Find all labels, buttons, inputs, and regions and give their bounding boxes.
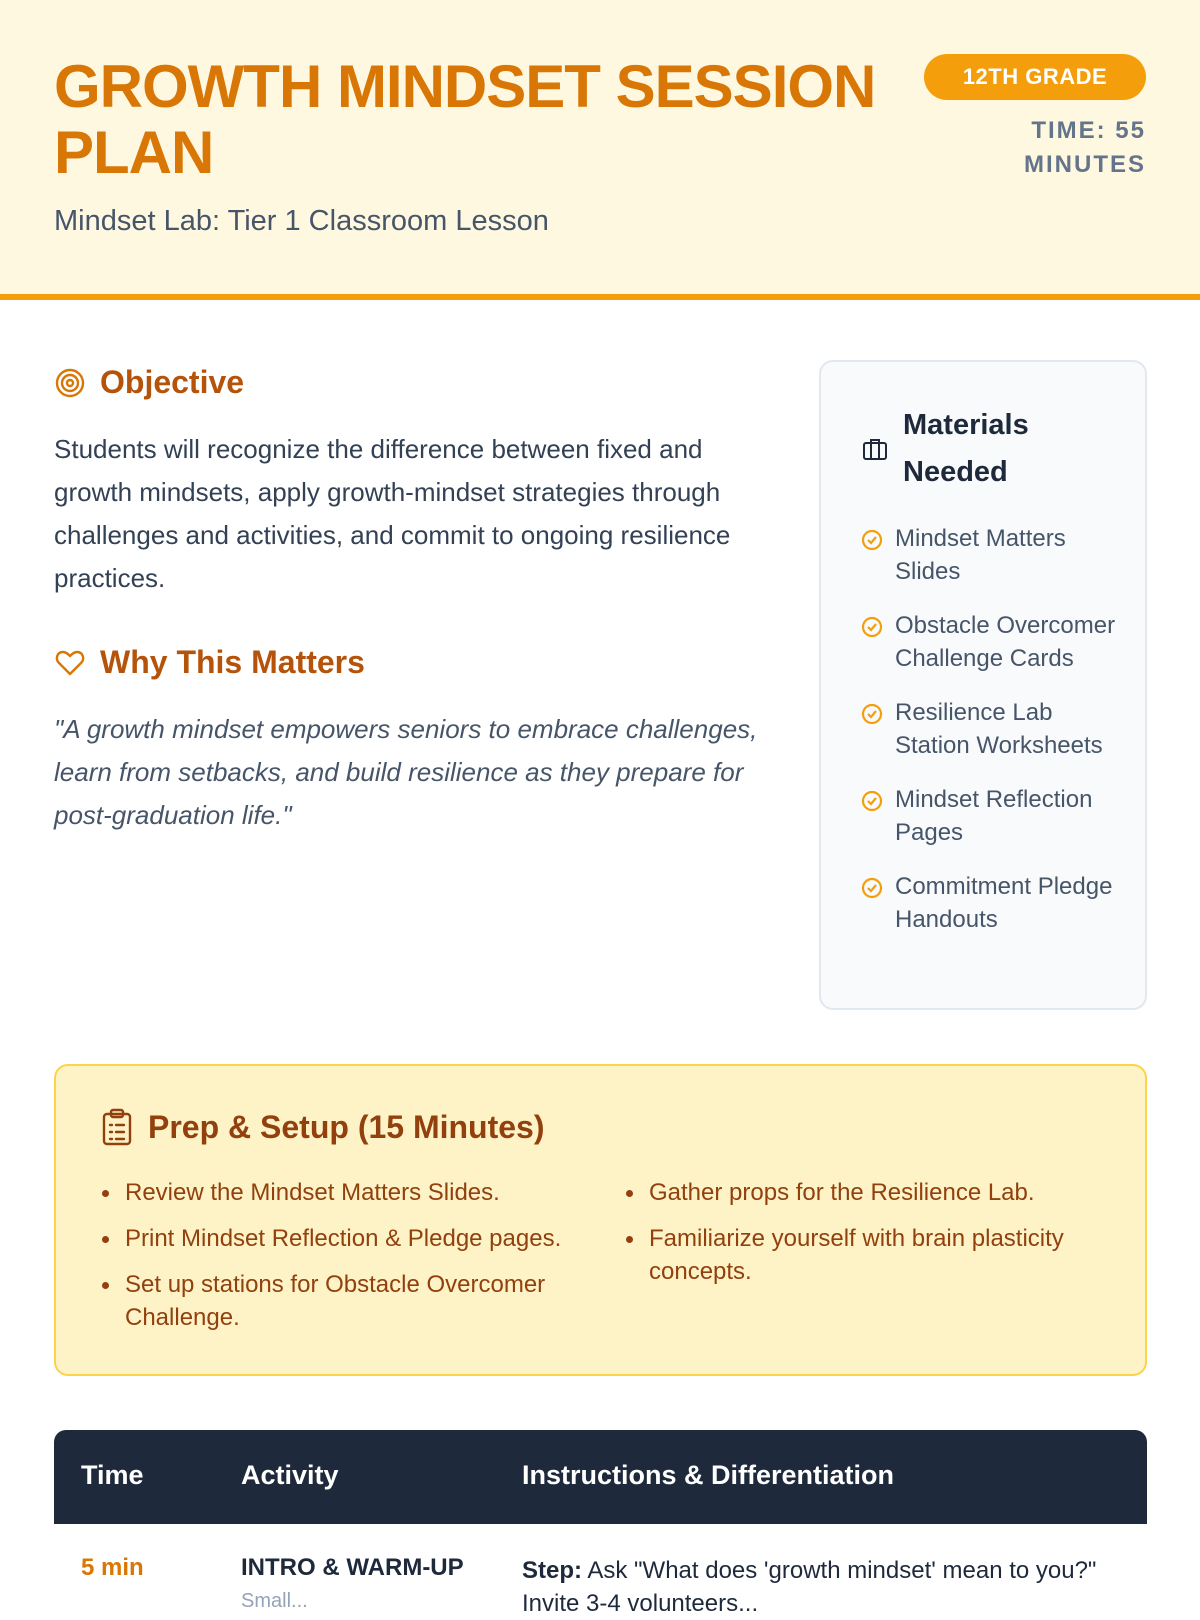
- column-header-instructions: Instructions & Differentiation: [522, 1460, 895, 1490]
- why-heading-label: Why This Matters: [100, 644, 365, 680]
- list-item: [861, 609, 1131, 675]
- list-item: [861, 783, 1131, 849]
- time-duration: TIME: 55 MINUTES: [1024, 117, 1146, 178]
- material-label: Mindset Matters Slides: [895, 525, 1066, 585]
- prep-setup-card: [54, 1064, 1147, 1376]
- prep-list-left: [100, 1176, 580, 1347]
- row-activity-detail: Small...: [241, 1590, 308, 1612]
- materials-list: [861, 522, 1131, 957]
- objective-heading-label: Objective: [100, 364, 245, 400]
- check-circle-icon: [861, 875, 883, 897]
- list-item: Set up stations for Obstacle Overcomer Challenge.: [100, 1268, 580, 1334]
- column-header-activity: Activity: [241, 1460, 339, 1490]
- why-heading: [54, 644, 365, 681]
- step-text: Ask "What does 'growth mindset' mean to you?" Invite 3-4 volunteers...: [522, 1557, 1097, 1617]
- list-item: Review the Mindset Matters Slides.: [100, 1176, 580, 1209]
- check-circle-icon: [861, 788, 883, 810]
- materials-card: [819, 360, 1147, 1010]
- table-row: [54, 1524, 1147, 1617]
- row-activity: INTRO & WARM-UP: [241, 1554, 464, 1581]
- check-circle-icon: [861, 527, 883, 549]
- why-quote: "A growth mindset empowers seniors to embrace challenges, learn from setbacks, and build resilience as they prepare for post-graduation life.": [54, 714, 758, 830]
- prep-heading: [100, 1108, 545, 1146]
- row-instructions: [522, 1554, 1112, 1620]
- step-label: Step:: [522, 1557, 582, 1584]
- prep-list-right: [624, 1176, 1104, 1301]
- column-header-time: Time: [81, 1460, 144, 1490]
- target-icon: [54, 367, 86, 399]
- objective-heading: [54, 364, 244, 401]
- check-circle-icon: [861, 614, 883, 636]
- schedule-table-header: [54, 1430, 1147, 1524]
- prep-heading-label: Prep & Setup (15 Minutes): [148, 1108, 545, 1145]
- list-item: Gather props for the Resilience Lab.: [624, 1176, 1104, 1209]
- heart-icon: [54, 647, 86, 679]
- materials-heading: [861, 402, 1063, 496]
- check-circle-icon: [861, 701, 883, 723]
- list-item: Print Mindset Reflection & Pledge pages.: [100, 1222, 580, 1255]
- objective-text: Students will recognize the difference between fixed and growth mindsets, apply growth-mindset strategies through challenges and activities, and commit to ongoing resilience practices.: [54, 434, 731, 593]
- list-item: [861, 696, 1131, 762]
- material-label: Obstacle Overcomer Challenge Cards: [895, 612, 1116, 672]
- list-item: Familiarize yourself with brain plasticity concepts.: [624, 1222, 1104, 1288]
- material-label: Resilience Lab Station Worksheets: [895, 699, 1103, 759]
- list-item: [861, 870, 1131, 936]
- materials-title: Materials Needed: [903, 409, 1029, 488]
- grade-badge: 12TH GRADE: [924, 54, 1146, 100]
- briefcase-icon: [861, 435, 889, 463]
- list-item: [861, 522, 1131, 588]
- material-label: Mindset Reflection Pages: [895, 786, 1093, 846]
- material-label: Commitment Pledge Handouts: [895, 873, 1113, 933]
- page-subtitle: Mindset Lab: Tier 1 Classroom Lesson: [54, 205, 549, 237]
- clipboard-icon: [100, 1108, 134, 1146]
- row-time: 5 min: [81, 1554, 144, 1581]
- page-title: GROWTH MINDSET SESSION PLAN: [54, 53, 876, 186]
- page-header: [0, 0, 1200, 300]
